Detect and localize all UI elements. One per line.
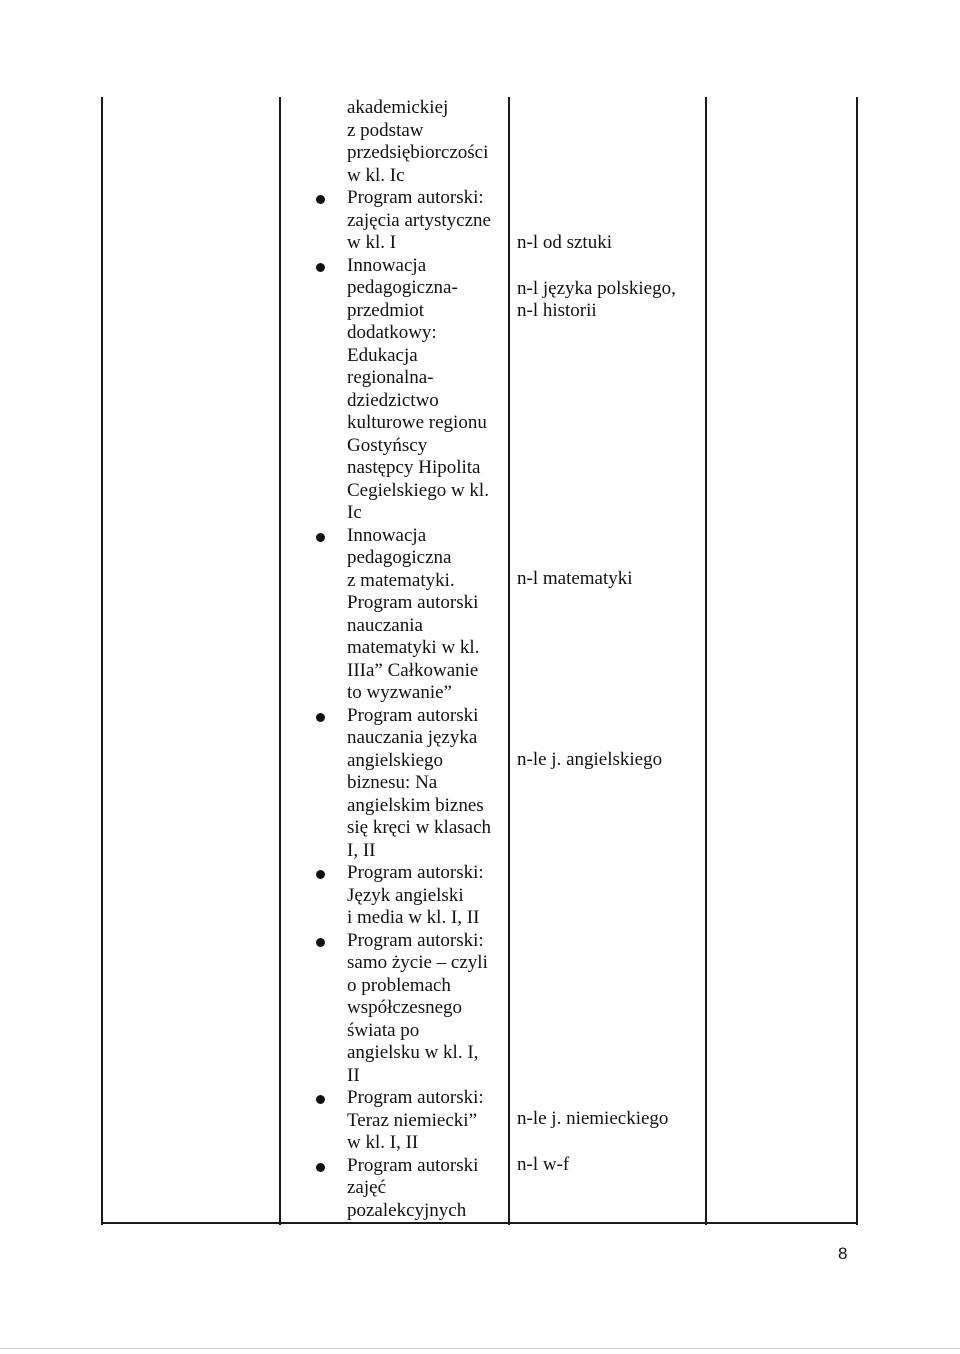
teacher-label: n-le j. niemieckiego bbox=[517, 1108, 669, 1129]
list-item-line: w kl. I, II bbox=[347, 1132, 419, 1153]
list-item bbox=[316, 255, 506, 525]
table-border-left bbox=[101, 97, 103, 1225]
list-item-line: IIIa” Całkowanie bbox=[347, 659, 479, 681]
list-item-line: Program autorski: bbox=[347, 1087, 484, 1108]
table-column-divider-1 bbox=[279, 97, 281, 1225]
list-item-line: Program autorski bbox=[347, 592, 479, 613]
list-item-line: pedagogiczna bbox=[347, 547, 452, 568]
list-item-line: Ic bbox=[347, 502, 362, 523]
list-item bbox=[316, 930, 506, 1088]
list-item-line: Program autorski: bbox=[347, 187, 484, 208]
list-item-line: w kl. I bbox=[347, 232, 397, 253]
list-item-line: angielskiego bbox=[347, 749, 444, 771]
list-item-line: akademickiej bbox=[347, 97, 449, 118]
list-item-line: matematyki w kl. bbox=[347, 637, 480, 658]
list-item-line: w kl. Ic bbox=[347, 164, 405, 186]
list-item-line: dodatkowy: bbox=[347, 322, 437, 343]
list-item-line: Teraz niemiecki” bbox=[347, 1109, 478, 1131]
list-item bbox=[316, 1155, 506, 1223]
page-edge-line bbox=[0, 1348, 960, 1349]
list-item-line: nauczania bbox=[347, 614, 423, 636]
list-item-line: regionalna- bbox=[347, 367, 434, 388]
list-item-line: z podstaw bbox=[347, 119, 424, 141]
program-list bbox=[316, 97, 506, 1222]
list-item-line: o problemach bbox=[347, 974, 451, 996]
bullet-icon bbox=[316, 1163, 325, 1172]
list-item-line: zajęcia artystyczne bbox=[347, 209, 491, 231]
table-bottom-border bbox=[101, 1222, 858, 1224]
list-item bbox=[316, 525, 506, 705]
list-item-line: nauczania języka bbox=[347, 727, 478, 748]
list-item-line: angielsku w kl. I, bbox=[347, 1042, 479, 1063]
bullet-icon bbox=[316, 713, 325, 722]
teacher-label: n-l w-f bbox=[517, 1154, 570, 1175]
list-item-line: Program autorski bbox=[347, 704, 479, 726]
list-item bbox=[316, 187, 506, 255]
teacher-label: n-le j. angielskiego bbox=[517, 749, 663, 770]
list-item-line: Język angielski bbox=[347, 884, 464, 906]
list-item-line: to wyzwanie” bbox=[347, 682, 452, 703]
bullet-icon bbox=[316, 938, 325, 947]
list-item-line: II bbox=[347, 1064, 360, 1086]
list-item-line: I, II bbox=[347, 839, 376, 861]
list-item-line: się kręci w klasach bbox=[347, 817, 492, 838]
teacher-label: n-l matematyki bbox=[517, 568, 633, 589]
list-item-line: przedsiębiorczości bbox=[347, 142, 489, 163]
list-item bbox=[316, 97, 506, 187]
list-item bbox=[316, 862, 506, 930]
table-column-divider-2 bbox=[508, 97, 510, 1225]
list-item-line: Program autorski bbox=[347, 1154, 479, 1176]
list-item-line: Cegielskiego w kl. bbox=[347, 479, 489, 501]
table-border-right bbox=[856, 97, 858, 1225]
list-item-line: biznesu: Na bbox=[347, 772, 438, 793]
list-item-line: pedagogiczna- bbox=[347, 277, 458, 298]
teacher-label: n-l od sztuki bbox=[517, 232, 612, 253]
table-column-divider-3 bbox=[705, 97, 707, 1225]
list-item-line: Program autorski: bbox=[347, 862, 484, 883]
list-item-line: kulturowe regionu bbox=[347, 412, 487, 433]
list-item bbox=[316, 705, 506, 863]
teacher-label: n-l języka polskiego, bbox=[517, 278, 676, 299]
page-number: 8 bbox=[838, 1244, 848, 1263]
list-item-line: i media w kl. I, II bbox=[347, 907, 480, 928]
list-item-line: dziedzictwo bbox=[347, 389, 439, 411]
bullet-icon bbox=[316, 1095, 325, 1104]
list-item-line: angielskim biznes bbox=[347, 794, 484, 816]
list-item-line: następcy Hipolita bbox=[347, 457, 481, 478]
bullet-icon bbox=[316, 870, 325, 879]
list-item-line: współczesnego bbox=[347, 997, 463, 1018]
list-item-line: Program autorski: bbox=[347, 929, 484, 951]
bullet-icon bbox=[316, 533, 325, 542]
list-item-line: Innowacja bbox=[347, 254, 427, 276]
list-item-line: z matematyki. bbox=[347, 569, 455, 591]
list-item-line: Edukacja bbox=[347, 344, 418, 366]
teacher-label: n-l historii bbox=[517, 300, 597, 321]
list-item bbox=[316, 1087, 506, 1155]
list-item-line: Gostyńscy bbox=[347, 434, 428, 456]
list-item-line: świata po bbox=[347, 1019, 420, 1041]
list-item-line: przedmiot bbox=[347, 299, 425, 321]
bullet-icon bbox=[316, 195, 325, 204]
list-item-line: pozalekcyjnych bbox=[347, 1199, 467, 1221]
bullet-icon bbox=[316, 263, 325, 272]
list-item-line: Innowacja bbox=[347, 524, 427, 546]
list-item-line: zajęć bbox=[347, 1177, 387, 1198]
list-item-line: samo życie – czyli bbox=[347, 952, 488, 973]
